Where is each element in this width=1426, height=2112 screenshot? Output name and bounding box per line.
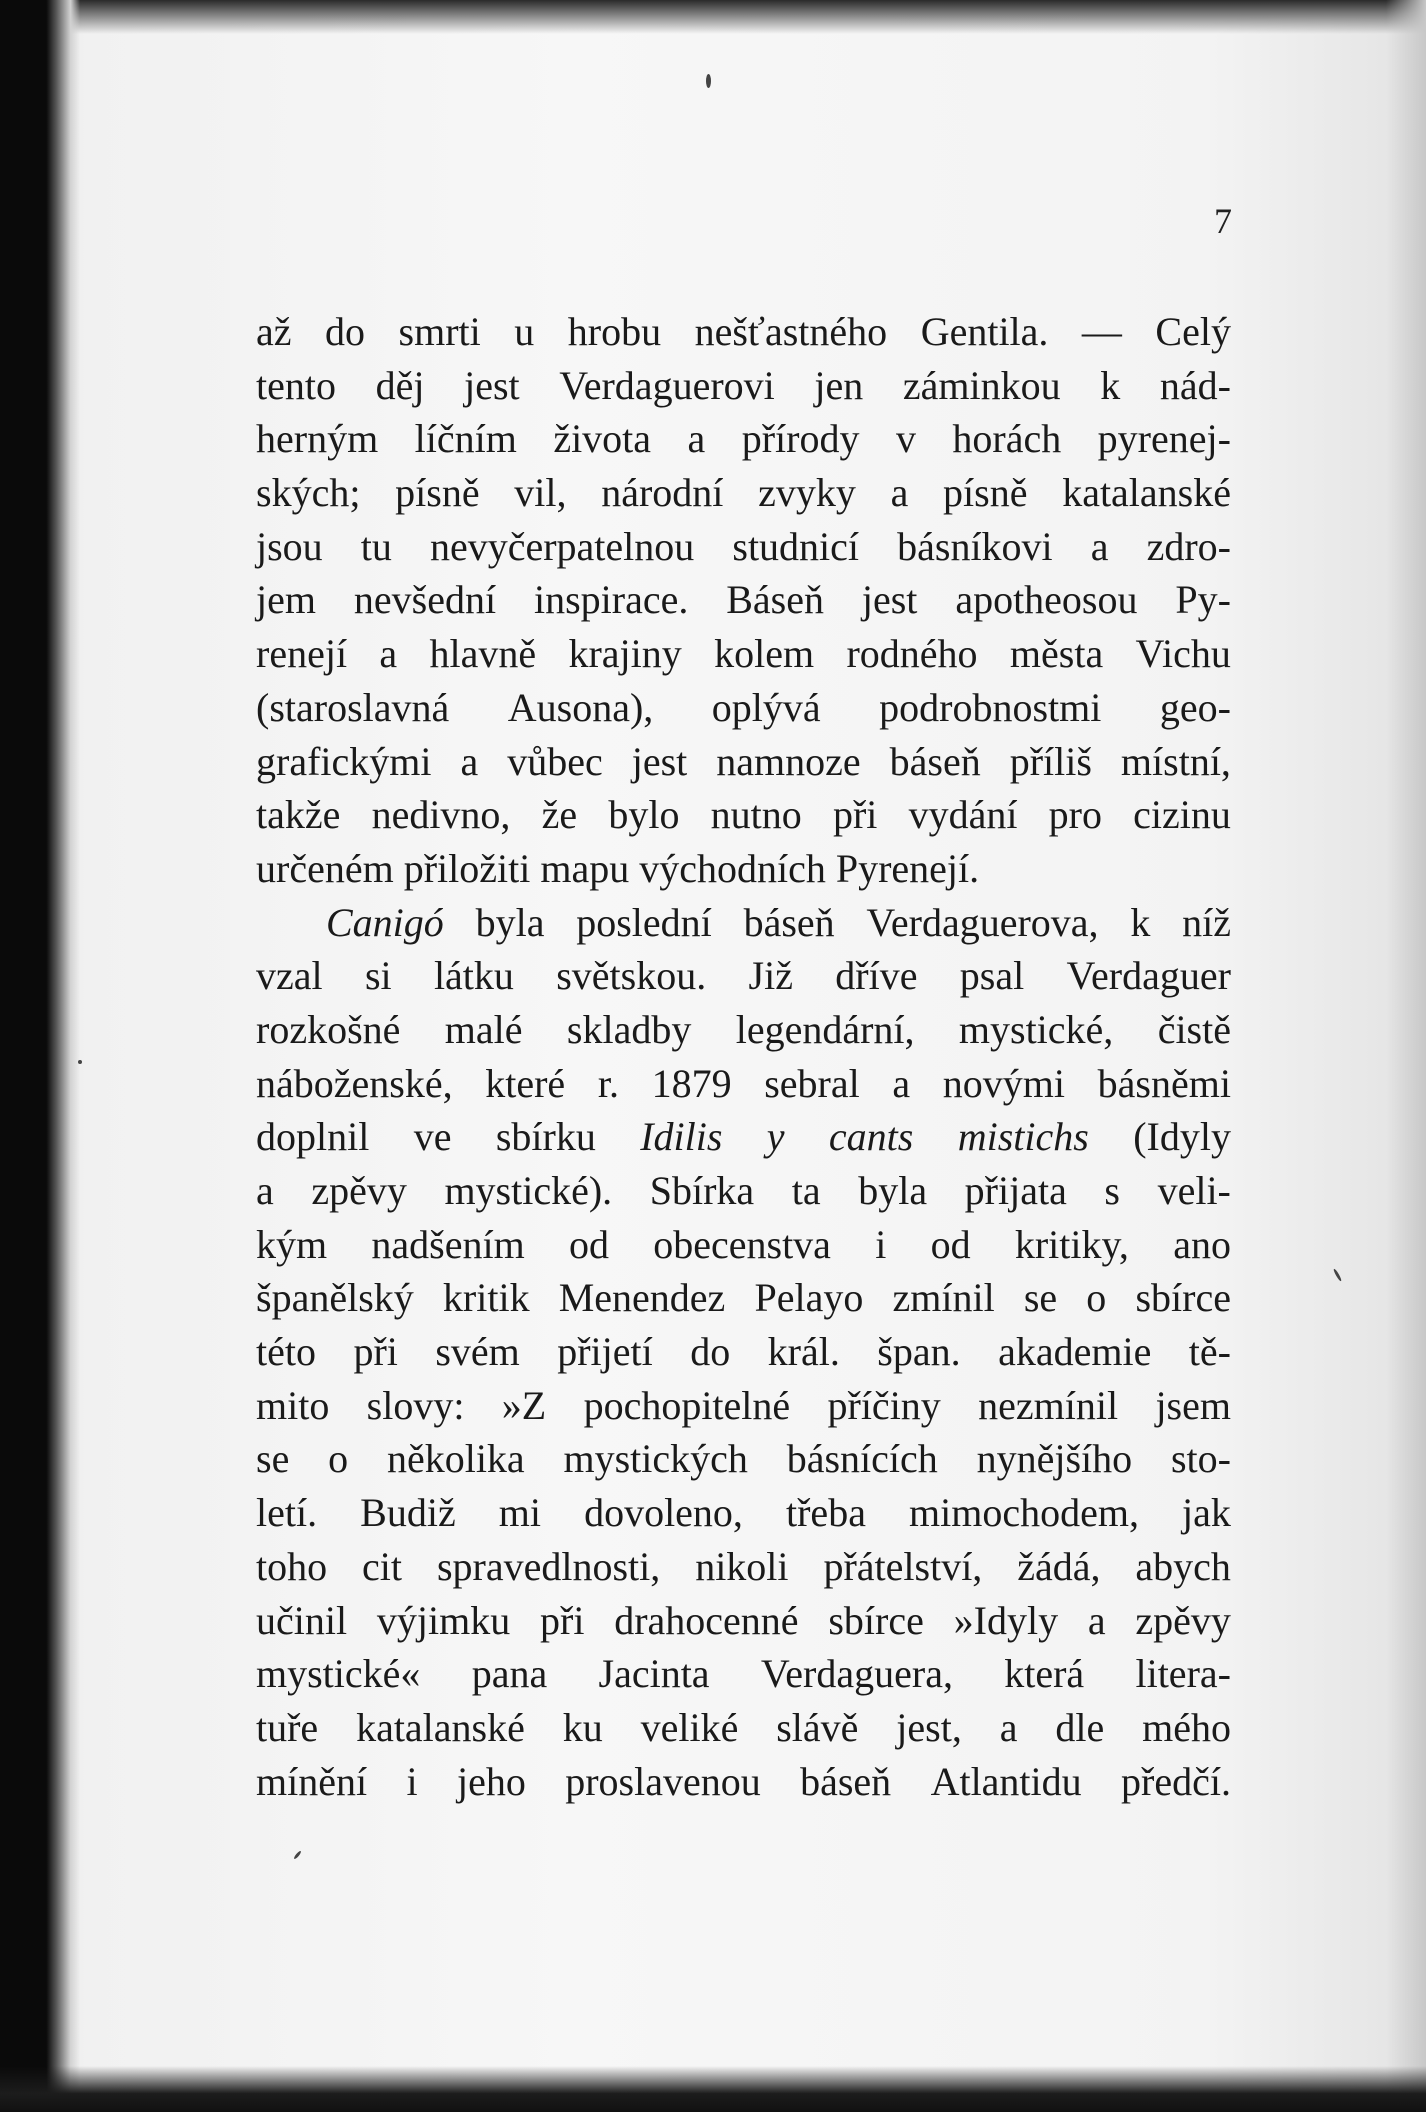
word: mi [498, 1490, 541, 1536]
word: zpěvy [311, 1168, 407, 1213]
word: mapu [540, 845, 640, 891]
word: Sbírka [649, 1168, 755, 1213]
word: drahocenné [614, 1597, 799, 1643]
word: hrobu [567, 309, 662, 354]
word: pro [1048, 792, 1102, 838]
word: příliš [1009, 738, 1092, 784]
word: při [353, 1329, 398, 1375]
word: byla [475, 899, 545, 945]
word: látku [433, 953, 514, 999]
text-line [256, 573, 1231, 627]
word: jem [256, 577, 316, 623]
word: až [256, 309, 292, 354]
word: Jacinta [598, 1651, 710, 1697]
word: se [1023, 1275, 1058, 1321]
word: ských; [256, 470, 361, 516]
word: u [514, 309, 535, 354]
word: vil, [514, 470, 567, 516]
italic-word: Idilis [640, 1114, 723, 1160]
word: studnicí [732, 523, 860, 569]
word: i [406, 1758, 418, 1804]
word: přijetí [557, 1329, 653, 1375]
word: východních [639, 845, 836, 891]
word: mystických [563, 1436, 748, 1482]
text-line [256, 735, 1231, 789]
word: světskou. [556, 953, 707, 999]
word: města [1009, 631, 1104, 677]
word: náboženské, [256, 1060, 453, 1106]
word: slovy: [366, 1382, 465, 1428]
text-line [256, 1701, 1231, 1755]
word: — [1081, 309, 1122, 354]
italic-word: Canigó [326, 899, 444, 945]
word: Verdaguerovi [559, 362, 775, 408]
word: báseň [743, 899, 835, 945]
word: Celý [1155, 309, 1231, 354]
word: přátelství, [823, 1543, 983, 1589]
word: nád- [1159, 362, 1231, 408]
word: zvyky [758, 470, 856, 516]
word: veli- [1157, 1168, 1231, 1213]
word: španělský [256, 1275, 414, 1321]
word: král. [767, 1329, 840, 1375]
text-line [256, 681, 1231, 735]
word: a [890, 470, 909, 516]
word: spravedlnosti, [436, 1543, 661, 1589]
word: mínění [256, 1758, 368, 1804]
word: slávě [776, 1704, 859, 1750]
word: r. [597, 1060, 619, 1106]
word: dříve [835, 953, 918, 999]
word: určeném [256, 845, 404, 891]
text-line [256, 1594, 1231, 1648]
word: smrti [398, 309, 481, 354]
text-line [256, 1110, 1231, 1164]
word: sbírce [1135, 1275, 1231, 1321]
word: Vichu [1135, 631, 1231, 677]
word: Již [748, 953, 793, 999]
word: nikoli [695, 1543, 789, 1589]
word: malé [444, 1006, 523, 1052]
text-line [256, 1647, 1231, 1701]
word: předčí. [1121, 1758, 1231, 1804]
scan-speck [706, 74, 711, 88]
word: skladby [566, 1006, 692, 1052]
scan-bottom-shadow [0, 2066, 1426, 2112]
word: jest, [896, 1704, 962, 1750]
word: tuře [256, 1704, 319, 1750]
word: nadšením [371, 1221, 525, 1267]
word: a [999, 1704, 1018, 1750]
word: kým [256, 1221, 328, 1267]
word: národní [601, 470, 724, 516]
word: (staroslavná [256, 684, 450, 730]
word: toho [256, 1543, 328, 1589]
word: básněmi [1097, 1060, 1231, 1106]
word: »Idyly [953, 1597, 1059, 1643]
word: čistě [1157, 1006, 1231, 1052]
word: (Idyly [1133, 1114, 1231, 1160]
word: i [875, 1221, 887, 1267]
body-text [256, 305, 1231, 1808]
word: třeba [786, 1490, 866, 1536]
word: života [553, 416, 652, 462]
text-line [256, 1379, 1231, 1433]
word: záminkou [902, 362, 1061, 408]
word: mystické, [958, 1006, 1114, 1052]
text-line [256, 788, 1231, 842]
word: přijata [964, 1168, 1067, 1213]
word: které [485, 1060, 566, 1106]
word: příčiny [827, 1382, 941, 1428]
word: svém [435, 1329, 520, 1375]
word: ku [562, 1704, 603, 1750]
word: jest [861, 577, 918, 623]
word: Gentila. [920, 309, 1049, 354]
word: Menendez [558, 1275, 726, 1321]
word: k [1130, 899, 1151, 945]
text-line [256, 1003, 1231, 1057]
word: sto- [1170, 1436, 1231, 1482]
word: zpěvy [1135, 1597, 1231, 1643]
word: grafickými [256, 738, 432, 784]
word: do [690, 1329, 731, 1375]
word: k [1100, 362, 1121, 408]
word: básníkovi [897, 523, 1053, 569]
word: katalanské [1062, 470, 1231, 516]
word: zdro- [1146, 523, 1231, 569]
word: tu [360, 523, 392, 569]
word: básnících [786, 1436, 938, 1482]
word: geo- [1159, 684, 1231, 730]
word: veliké [640, 1704, 739, 1750]
text-line [256, 896, 1231, 950]
word: při [832, 792, 878, 838]
word: kritiky, [1014, 1221, 1129, 1267]
word: Pelayo [754, 1275, 864, 1321]
text-line [256, 1325, 1231, 1379]
word: a [460, 738, 479, 784]
word: si [364, 953, 392, 999]
word: herným [256, 416, 379, 462]
word: ta [791, 1168, 821, 1213]
word: vůbec [507, 738, 603, 784]
word: nevšední [353, 577, 497, 623]
word: se [256, 1436, 290, 1482]
word: cit [362, 1543, 403, 1589]
text-line [256, 949, 1231, 1003]
word: podrobnostmi [879, 684, 1102, 730]
word: této [256, 1329, 316, 1375]
word: poslední [576, 899, 712, 945]
word: žádá, [1017, 1543, 1101, 1589]
text-line [256, 1271, 1231, 1325]
word: Pyrenejí. [835, 845, 980, 891]
word: krajiny [568, 631, 682, 677]
word: sbírku [495, 1114, 596, 1160]
word: a [1090, 523, 1109, 569]
text-line [256, 842, 1231, 896]
word: dle [1055, 1704, 1105, 1750]
word: nedivno, [371, 792, 511, 838]
text-line [256, 520, 1231, 574]
word: Verdaguer [1066, 953, 1231, 999]
word: nynějšího [976, 1436, 1133, 1482]
word: učinil [256, 1597, 348, 1643]
word: a [687, 416, 706, 462]
text-line [256, 1218, 1231, 1272]
word: nezmínil [978, 1382, 1119, 1428]
word: kritik [442, 1275, 530, 1321]
word: mystické). [444, 1168, 613, 1213]
italic-word: cants [828, 1114, 914, 1160]
italic-word: mistichs [957, 1114, 1089, 1160]
word: pana [471, 1651, 548, 1697]
word: líčním [414, 416, 517, 462]
word: děj [375, 362, 425, 408]
word: zmínil [892, 1275, 995, 1321]
word: byla [858, 1168, 928, 1213]
word: tě- [1188, 1329, 1231, 1375]
word: jest [464, 362, 520, 408]
word: psal [959, 953, 1025, 999]
word: Ausona), [507, 684, 654, 730]
word: báseň [889, 738, 981, 784]
word: písně [395, 470, 480, 516]
text-line [256, 1057, 1231, 1111]
word: nevyčerpatelnou [429, 523, 695, 569]
word: mého [1142, 1704, 1231, 1750]
word: že [541, 792, 578, 838]
word: jeho [456, 1758, 526, 1804]
text-line [256, 412, 1231, 466]
text-line [256, 1432, 1231, 1486]
word: vzal [256, 953, 323, 999]
word: akademie [998, 1329, 1152, 1375]
word: 1879 [651, 1060, 732, 1106]
word: inspirace. [533, 577, 689, 623]
word: jsou [256, 523, 323, 569]
word: a [256, 1168, 274, 1213]
word: výjimku [376, 1597, 511, 1643]
word: několika [386, 1436, 525, 1482]
page-number: 7 [1214, 201, 1232, 241]
word: a [892, 1060, 911, 1106]
word: rozkošné [256, 1006, 401, 1052]
word: jest [631, 738, 688, 784]
word: jak [1182, 1490, 1231, 1536]
word: báseň [800, 1758, 892, 1804]
scan-right-edge [1386, 0, 1426, 2112]
text-line [256, 466, 1231, 520]
word: doplnil [256, 1114, 370, 1160]
scan-binding-edge [0, 0, 80, 2112]
word: horách [952, 416, 1062, 462]
word: bylo [608, 792, 680, 838]
word: proslavenou [565, 1758, 761, 1804]
scan-speck [1333, 1268, 1343, 1282]
word: litera- [1135, 1651, 1231, 1697]
word: Budiž [360, 1490, 456, 1536]
word: níž [1182, 899, 1231, 945]
word: místní, [1120, 738, 1231, 784]
word: která [1004, 1651, 1085, 1697]
word: letí. [256, 1490, 318, 1536]
word: při [540, 1597, 585, 1643]
word: a [379, 631, 398, 677]
word: legendární, [735, 1006, 915, 1052]
word: nešťastného [694, 309, 888, 354]
word: špan. [877, 1329, 961, 1375]
word: vydání [908, 792, 1018, 838]
word: od [568, 1221, 609, 1267]
word: o [1086, 1275, 1107, 1321]
word: takže [256, 792, 341, 838]
word: oplývá [711, 684, 821, 730]
word: dovoleno, [584, 1490, 743, 1536]
word: od [930, 1221, 971, 1267]
word: v [895, 416, 916, 462]
text-line [256, 359, 1231, 413]
text-line [256, 305, 1231, 359]
word: Verdaguera, [760, 1651, 953, 1697]
word: apotheosou [955, 577, 1138, 623]
word: Báseň [726, 577, 824, 623]
word: přírody [741, 416, 860, 462]
word: kolem [714, 631, 815, 677]
word: rodného [846, 631, 978, 677]
word: abych [1135, 1543, 1231, 1589]
word: pochopitelné [583, 1382, 791, 1428]
text-line [256, 627, 1231, 681]
word: a [1087, 1597, 1106, 1643]
word: sbírce [828, 1597, 924, 1643]
word: přiložiti [403, 845, 541, 891]
word: Py- [1175, 577, 1231, 623]
word: jsem [1155, 1382, 1231, 1428]
scan-speck [293, 1850, 302, 1860]
word: Verdaguerova, [866, 899, 1099, 945]
text-line [256, 1164, 1231, 1218]
text-line [256, 1486, 1231, 1540]
scan-top-shadow [0, 0, 1426, 34]
word: jen [814, 362, 864, 408]
word: mimochodem, [909, 1490, 1139, 1536]
text-line [256, 1755, 1231, 1809]
word: ve [413, 1114, 452, 1160]
word: do [325, 309, 366, 354]
word: mystické« [256, 1651, 421, 1697]
word: sebral [764, 1060, 860, 1106]
word: katalanské [356, 1704, 525, 1750]
word: cizinu [1133, 792, 1231, 838]
italic-word: y [766, 1114, 785, 1160]
word: novými [942, 1060, 1066, 1106]
word: tento [256, 362, 336, 408]
text-line [256, 1540, 1231, 1594]
word: pyrenej- [1097, 416, 1231, 462]
word: namnoze [716, 738, 861, 784]
word: nutno [710, 792, 802, 838]
word: renejí [256, 631, 348, 677]
word: Atlantidu [930, 1758, 1082, 1804]
word: mito [256, 1382, 330, 1428]
word: hlavně [429, 631, 537, 677]
word: ano [1173, 1221, 1231, 1267]
word: »Z [501, 1382, 547, 1428]
word: s [1104, 1168, 1120, 1213]
word: o [328, 1436, 349, 1482]
word: obecenstva [653, 1221, 831, 1267]
scan-speck [78, 1060, 82, 1064]
word: písně [943, 470, 1028, 516]
